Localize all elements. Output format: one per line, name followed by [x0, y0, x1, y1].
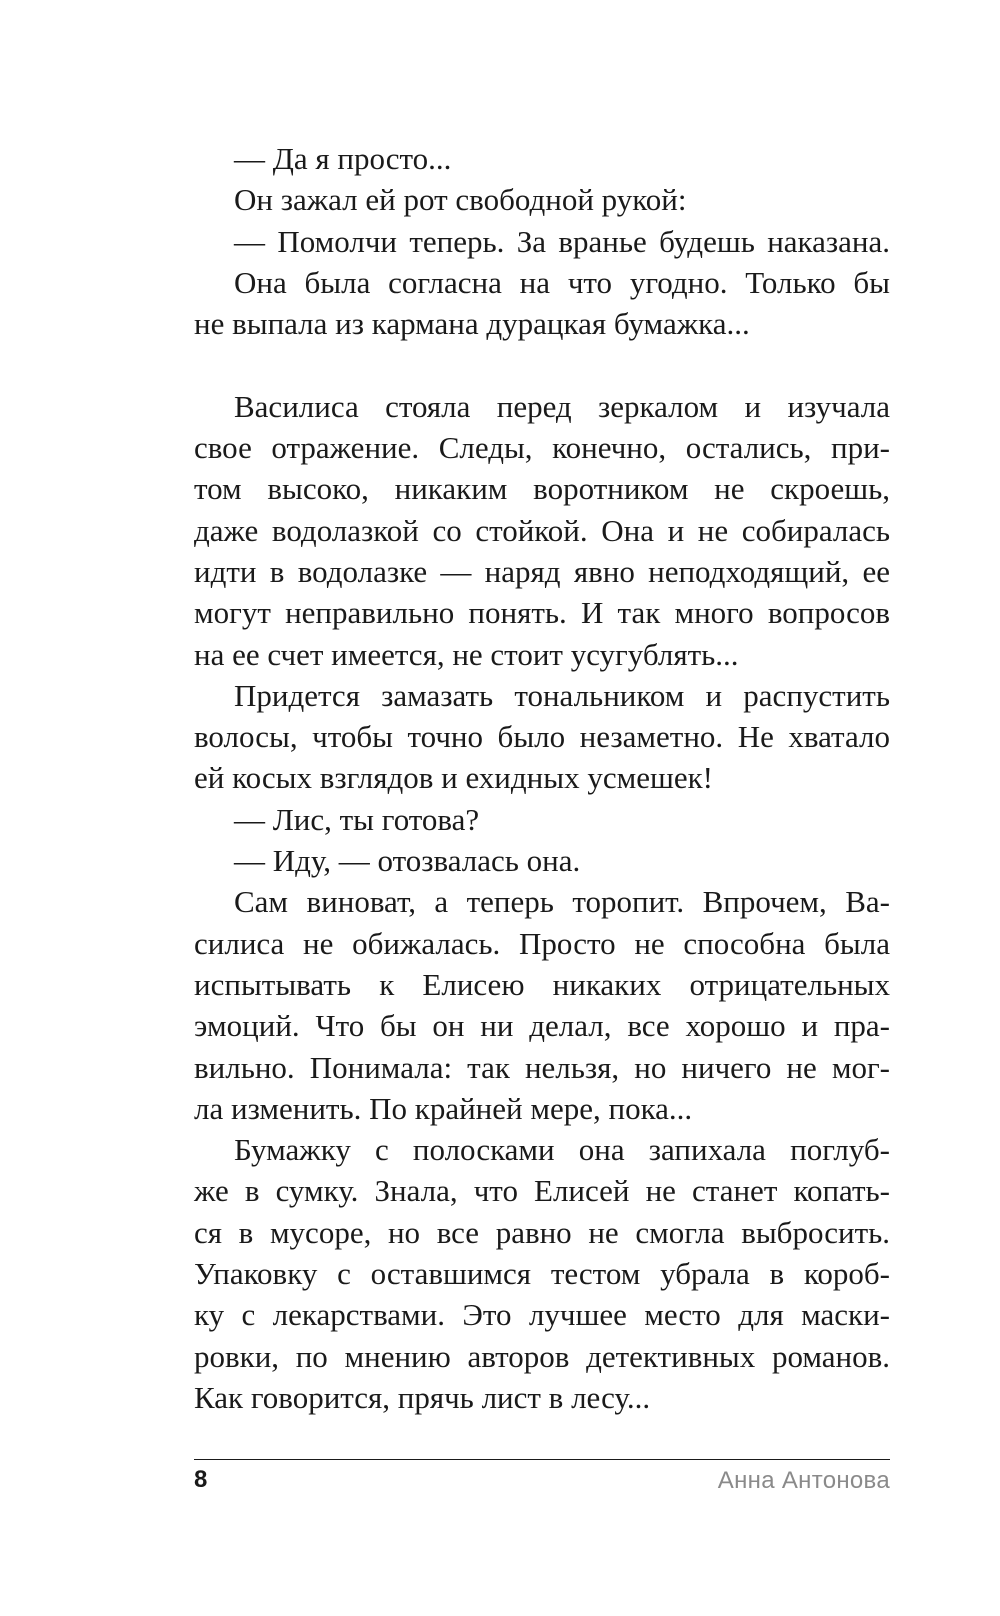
text-line: — Помолчи теперь. За вранье будешь наказана.	[234, 223, 890, 259]
text-line: идти в водолазке — наряд явно неподходящий, ее	[194, 553, 890, 589]
text-line: вильно. Понимала: так нельзя, но ничего не мог-	[194, 1049, 890, 1085]
text-line: Василиса стояла перед зеркалом и изучала	[234, 388, 890, 424]
text-line: Бумажку с полосками она запихала поглуб-	[234, 1132, 890, 1168]
text-line: — Да я просто...	[234, 141, 452, 176]
text-line: не выпала из кармана дурацкая бумажка...	[194, 306, 750, 342]
text-line: силиса не обижалась. Просто не способна была	[194, 925, 890, 961]
text-line: же в сумку. Знала, что Елисей не станет копать-	[194, 1173, 890, 1209]
text-line: ся в мусоре, но все равно не смогла выбросить.	[194, 1214, 890, 1250]
text-line: Сам виноват, а теперь торопит. Впрочем, Ва-	[234, 884, 890, 920]
text-line: ку с лекарствами. Это лучшее место для маски-	[194, 1297, 890, 1333]
text-line: эмоций. Что бы он ни делал, все хорошо и пра-	[194, 1008, 890, 1044]
text-line: Придется замазать тональником и распустить	[234, 677, 890, 713]
text-line: Он зажал ей рот свободной рукой:	[234, 182, 687, 218]
text-line: могут неправильно понять. И так много вопросов	[194, 595, 890, 631]
page-number: 8	[194, 1466, 208, 1493]
footer-divider	[194, 1459, 890, 1460]
page-body-text	[194, 138, 890, 1418]
text-line: том высоко, никаким воротником не скроешь,	[194, 471, 890, 507]
text-line: на ее счет имеется, не стоит усугублять...	[194, 636, 739, 672]
text-line: — Лис, ты готова?	[234, 801, 480, 837]
text-line: свое отражение. Следы, конечно, остались, при-	[194, 430, 890, 466]
text-line: ей косых взглядов и ехидных усмешек!	[194, 760, 713, 796]
text-line: Как говорится, прячь лист в лесу...	[194, 1379, 651, 1415]
text-line: ровки, по мнению авторов детективных романов.	[194, 1338, 890, 1374]
text-line: ла изменить. По крайней мере, пока...	[194, 1090, 693, 1126]
text-line: — Иду, — отозвалась она.	[234, 843, 581, 879]
text-line: Она была согласна на что угодно. Только бы	[234, 264, 890, 300]
text-line: Упаковку с оставшимся тестом убрала в короб-	[194, 1256, 890, 1292]
running-footer-author: Анна Антонова	[717, 1467, 890, 1494]
text-line: даже водолазкой со стойкой. Она и не собиралась	[194, 512, 890, 548]
text-line: волосы, чтобы точно было незаметно. Не хватало	[194, 719, 890, 755]
text-line: испытывать к Елисею никаких отрицательных	[194, 966, 890, 1002]
paragraph-break	[194, 344, 890, 385]
